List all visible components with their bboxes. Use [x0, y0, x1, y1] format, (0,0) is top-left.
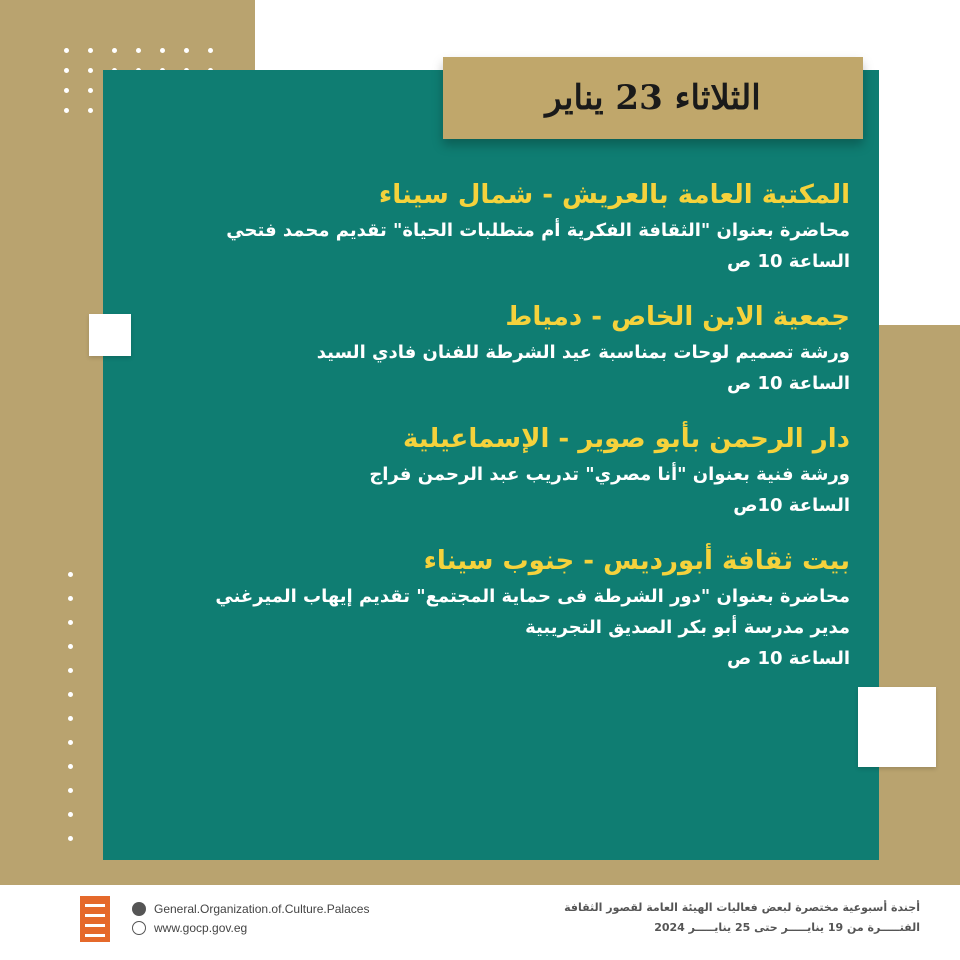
event-venue: دار الرحمن بأبو صوير - الإسماعيلية [402, 424, 850, 454]
decorative-square-left [89, 314, 131, 356]
event-item [150, 541, 850, 674]
event-time: الساعة 10ص [733, 495, 850, 516]
event-time: الساعة 10 ص [726, 373, 850, 394]
event-venue: جمعية الابن الخاص - دمياط [505, 302, 850, 332]
decorative-dot [68, 836, 73, 841]
event-item [150, 297, 850, 399]
facebook-icon [132, 902, 146, 916]
event-description: محاضرة بعنوان "الثقافة الفكرية أم متطلبات الحياة" تقديم محمد فتحي [226, 220, 850, 241]
decorative-dot [68, 572, 73, 577]
decorative-dot [68, 812, 73, 817]
decorative-dot [68, 692, 73, 697]
decorative-dot [136, 48, 141, 53]
website-link[interactable]: www.gocp.gov.eg [154, 921, 248, 935]
date-banner [443, 57, 863, 139]
decorative-dot [64, 108, 69, 113]
agenda-info [564, 898, 920, 938]
globe-icon [132, 921, 146, 935]
agenda-title: أجندة أسبوعية مختصرة لبعض فعاليات الهيئة العامة لقصور الثقافة [564, 901, 920, 914]
decorative-dot [68, 596, 73, 601]
agenda-period: الفتـــــرة من 19 ينايـــــر حتى 25 ينايـــــر 2024 [654, 921, 920, 934]
decorative-dot [64, 88, 69, 93]
event-item [150, 175, 850, 277]
decorative-dot [64, 48, 69, 53]
event-description: ورشة تصميم لوحات بمناسبة عيد الشرطة للفنان فادي السيد [316, 342, 850, 363]
facebook-link[interactable]: General.Organization.of.Culture.Palaces [154, 902, 370, 916]
event-presenter-title: مدير مدرسة أبو بكر الصديق التجريبية [525, 617, 850, 638]
decorative-dot [88, 108, 93, 113]
decorative-dot [112, 48, 117, 53]
date-title: الثلاثاء 23 يناير [545, 78, 761, 118]
decorative-dot [160, 48, 165, 53]
event-time: الساعة 10 ص [726, 648, 850, 669]
events-list [150, 175, 850, 694]
decorative-dot [68, 788, 73, 793]
decorative-dot [68, 644, 73, 649]
decorative-dot [208, 48, 213, 53]
decorative-dot [88, 48, 93, 53]
event-venue: بيت ثقافة أبورديس - جنوب سيناء [423, 546, 850, 576]
decorative-dot [88, 88, 93, 93]
decorative-dot [68, 764, 73, 769]
decorative-square-right [858, 687, 936, 767]
event-item [150, 419, 850, 521]
culture-palaces-logo [80, 896, 110, 942]
event-time: الساعة 10 ص [726, 251, 850, 272]
decorative-dot [184, 48, 189, 53]
decorative-dot [88, 68, 93, 73]
event-description: ورشة فنية بعنوان "أنا مصري" تدريب عبد الرحمن فراج [369, 464, 850, 485]
event-venue: المكتبة العامة بالعريش - شمال سيناء [378, 180, 850, 210]
decorative-dot [68, 620, 73, 625]
decorative-dot [68, 716, 73, 721]
decorative-dot [68, 740, 73, 745]
decorative-dot [68, 668, 73, 673]
event-description: محاضرة بعنوان "دور الشرطة فى حماية المجتمع" تقديم إيهاب الميرغني [215, 586, 850, 607]
decorative-dot [64, 68, 69, 73]
